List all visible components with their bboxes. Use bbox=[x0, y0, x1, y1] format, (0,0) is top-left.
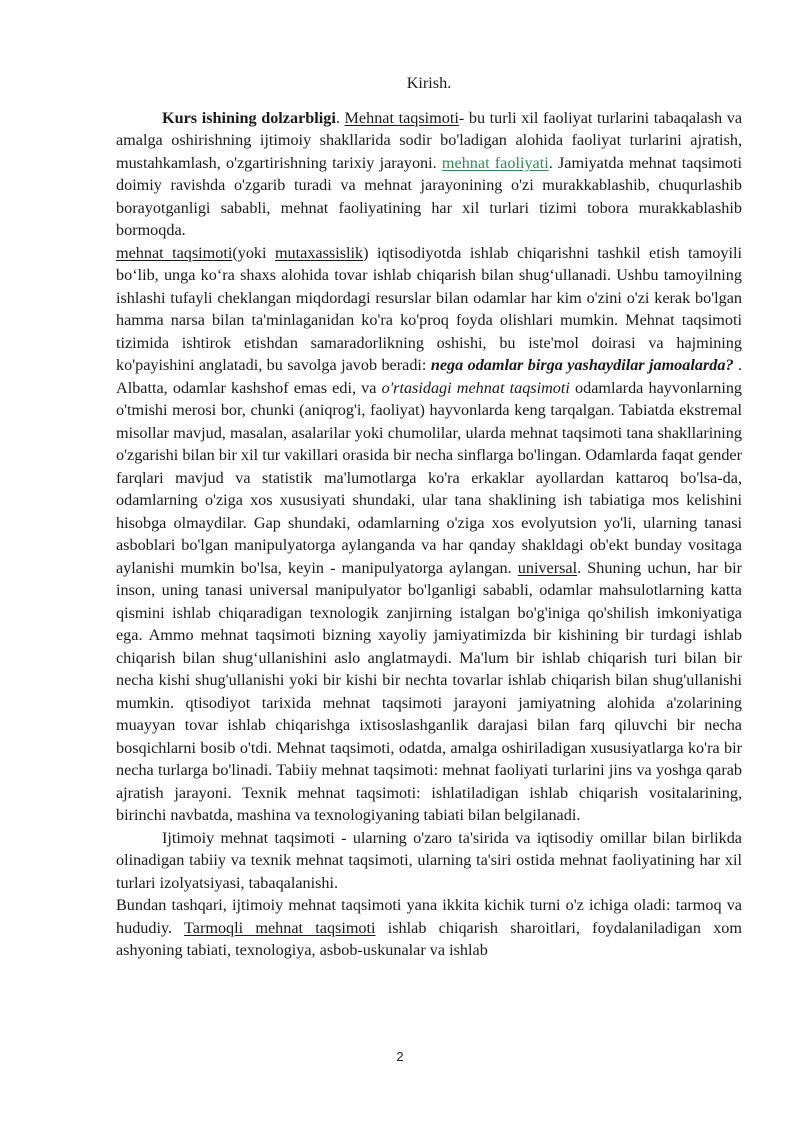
italic-phrase: o'rtasidagi mehnat taqsimoti bbox=[381, 378, 570, 397]
document-page bbox=[116, 72, 742, 962]
link-mehnat-faoliyati[interactable]: mehnat faoliyati bbox=[441, 153, 549, 172]
link-mutaxassislik[interactable]: mutaxassislik bbox=[274, 243, 364, 262]
bold-italic-question: nega odamlar birga yashaydilar jamoalarda? bbox=[430, 356, 734, 374]
page-number: 2 bbox=[396, 1049, 404, 1064]
paragraph-specialization: mehnat taqsimoti(yoki mutaxassislik) iqtisodiyotda ishlab chiqarishni tashkil etish tamoyili bo‘lib, unga ko‘ra shaxs alohida tovar ishlab chiqarish bilan shug‘ullanadi. Ushbu tamoyilning ishlashi tufayli cheklangan miqdordagi resurslar bilan odamlar har kim o'zini o'zi kerak bo'lgan hamma narsa bilan ta'minlaganidan ko'ra ko'proq foyda olishlari mumkin. Mehnat taqsimoti tizimida ishtirok etishdan samaradorlikning oshishi, bu iste'mol doirasi va hajmining ko'payishini anglatadi, bu savolga javob beradi: nega odamlar birga yashaydilar jamoalarda? . Albatta, odamlar kashshof emas edi, va o'rtasidagi mehnat taqsimoti odamlarda hayvonlarning o'tmishi merosi bor, chunki (aniqrog'i, faoliyat) hayvonlarda keng tarqalgan. Tabiatda ekstremal misollar mavjud, masalan, asalarilar yoki chumolilar, ularda mehnat taqsimoti tana shakllarining o'zgarishi bilan bir xil tur vakillari orasida bir necha sinflarga bo'lingan. Odamlarda faqat gender farqlari mavjud va statistik ma'lumotlarga ko'ra erkaklar ayollardan kattaroq bo'lsa-da, odamlarning o'ziga xos xususiyati shundaki, ular tana shaklining ish tabiatiga mos kelishini hisobga olmaydilar. Gap shundaki, odamlarning o'ziga xos evolyutsion yo'li, ularning tanasi asboblari bo'lgan manipulyatorga aylanganda va har qanday shakldagi ob'ekt bunday vositaga aylanishi mumkin bo'lsa, keyin - manipulyatorga aylangan. universal. Shuning uchun, har bir inson, uning tanasi universal manipulyator bo'lganligi sababli, odamlar mahsulotlarning katta qismini ishlab chiqaradigan texnologik zanjirning istalgan bo'g'iniga qo'shilish imkoniyatiga ega. Ammo mehnat taqsimoti bizning xayoliy jamiyatimizda bir kishining bir turdagi ishlab chiqarish bilan shug‘ullanishini aslo anglatmaydi. Ma'lum bir ishlab chiqarish turi bilan bir necha kishi shug'ullanishi yoki bir kishi bir nechta tovarlar ishlab chiqarish bilan shug'ullanishi mumkin. qtisodiyot tarixida mehnat taqsimoti jarayoni jamiyatning alohida a'zolarining muayyan tovar ishlab chiqarishga ixtisoslashganlik darajasi bilan farq qiluvchi bir necha bosqichlarni bosib o'tdi. Mehnat taqsimoti, odatda, amalga oshiriladigan xususiyatlarga ko'ra bir necha turlarga bo'linadi. Tabiiy mehnat taqsimoti: mehnat faoliyati turlarini jins va yoshga qarab ajratish jarayoni. Texnik mehnat taqsimoti: ishlatiladigan ishlab chiqarish vositalarining, birinchi navbatda, mashina va texnologiyaning tabiati bilan belgilanadi. bbox=[116, 243, 743, 824]
paragraph-subtypes: Bundan tashqari, ijtimoiy mehnat taqsimoti yana ikkita kichik turni o'z ichiga oladi: tarmoq va hududiy. Tarmoqli mehnat taqsimoti ishlab chiqarish sharoitlari, foydalaniladigan xom ashyoning tabiati, texnologiya, asbob-uskunalar va ishlab bbox=[116, 896, 742, 959]
link-tarmoqli-mehnat-taqsimoti[interactable]: Tarmoqli mehnat taqsimoti bbox=[184, 918, 376, 937]
link-mehnat-taqsimoti[interactable]: Mehnat taqsimoti bbox=[344, 108, 459, 127]
bold-heading: Kurs ishining dolzarbligi bbox=[162, 108, 336, 127]
paragraph-relevance: Kurs ishining dolzarbligi. Mehnat taqsimoti- bu turli xil faoliyat turlarini tabaqalash va amalga oshirishning ijtimoiy shakllarida sodir bo'ladigan alohida faoliyat turlarini ajratish, mustahkamlash, o'zgartirishning tarixiy jarayoni. mehnat faoliyati. Jamiyatda mehnat taqsimoti doimiy ravishda o'zgarib turadi va mehnat jarayonining o'zi murakkablashib, chuqurlashib borayotganligi sababli, mehnat faoliyatining har xil turlari tizimi tobora murakkablashib bormoqda. bbox=[116, 108, 743, 239]
link-mehnat-taqsimoti-2[interactable]: mehnat taqsimoti bbox=[116, 243, 233, 262]
page-title: Kirish. bbox=[406, 74, 452, 92]
paragraph-social-division: Ijtimoiy mehnat taqsimoti - ularning o'zaro ta'sirida va iqtisodiy omillar bilan birlikda olinadigan tabiiy va texnik mehnat taqsimoti, ularning ta'siri ostida mehnat faoliyatining har xil turlari izolyatsiyasi, tabaqalanishi. bbox=[116, 828, 742, 892]
link-universal[interactable]: universal bbox=[517, 558, 578, 577]
